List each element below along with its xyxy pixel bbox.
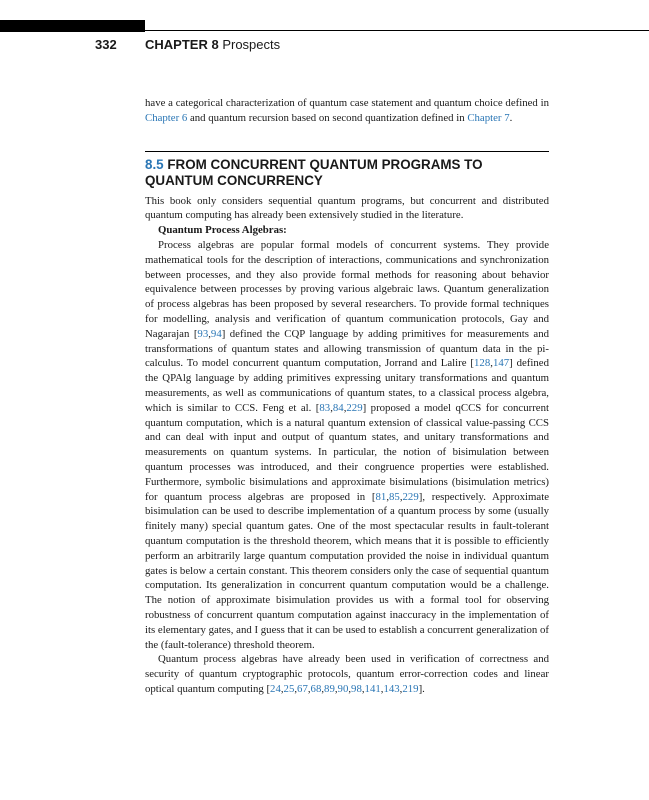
intro-text-1: have a categorical characterization of quantum case statement and quantum choice defined in <box>145 97 549 109</box>
page-body <box>145 96 549 697</box>
section-heading <box>145 157 549 190</box>
paragraph-2: Process algebras are popular formal models of concurrent systems. They provide mathematical tools for the description of interactions, communications and synchronization between processes, and they also provide formal methods for reasoning about behavior equivalence between processes by proving various algebraic laws. Quantum generalization of process algebras has been proposed by several researchers. To provide formal techniques for modelling, analysis and verification of quantum communication protocols, Gay and Nagarajan [93,94] defined the CQP language by adding primitives for measurements and transformations of quantum states and allowing transmission of quantum data in the pi-calculus. To model concurrent quantum computation, Jorrand and Lalire [128,147] defined the QPAlg language by adding primitives expressing unitary transformations and quantum measurements, as well as communications of quantum states, to a classical process algebra, which is similar to CCS. Feng et al. [83,84,229] proposed a model qCCS for concurrent quantum computation, which is a natural quantum extension of classical value-passing CCS and can deal with input and output of quantum states, and unitary transformations and measurements on quantum systems. In particular, the notion of bisimulation between quantum processes was introduced, and their congruence properties were established. Furthermore, symbolic bisimulations and approximate bisimulations (bisimulation metrics) for quantum process algebras are proposed in [81,85,229], respectively. Approximate bisimulation can be used to describe implementation of a quantum process by some (usually finitely many) special quantum gates. One of the most spectacular results in fault-tolerant quantum computation is the threshold theorem, which means that it is possible to efficiently perform an arbitrarily large quantum computation provided the noise in individual quantum gates is below a certain constant. This theorem considers only the case of sequential quantum computation. Its generalization in concurrent quantum computation would be a challenge. The notion of approximate bisimulation provides us with a formal tool for observing robustness of concurrent quantum computation against inaccuracy in the implementation of its elementary gates, and I guess that it can be used to establish a concurrent generalization of the (fault-tolerance) threshold theorem. <box>145 238 549 651</box>
running-header <box>0 36 649 54</box>
chapter-6-link[interactable]: Chapter 6 <box>145 111 188 124</box>
citation-link[interactable]: 81 <box>375 490 387 503</box>
section-rule <box>145 151 549 152</box>
page-number: 332 <box>95 37 117 52</box>
citation-link[interactable]: 98 <box>351 682 362 695</box>
section-number: 8.5 <box>145 156 164 172</box>
citation-link[interactable]: 94 <box>210 327 222 340</box>
p2-text-5: ], respectively. Approximate bisimulation can be used to describe implementation of a quantum process by some (usually finitely many) special quantum gates. One of the most spectacular results in fault-tolerant quantum computation is the threshold theorem, which means that it is possible to efficiently perform an arbitrarily large quantum computation provided the noise in individual quantum gates is below a certain constant. This theorem considers only the case of sequential quantum computation. Its generalization in concurrent quantum computation would be a challenge. The notion of approximate bisimulation provides us with a formal tool for observing robustness of concurrent quantum computation against inaccuracy in the implementation of its elementary gates, and I guess that it can be used to establish a concurrent generalization of the (fault-tolerance) threshold theorem. <box>145 490 549 651</box>
p3-text-1: Quantum process algebras have already been used in verification of correctness and security of quantum cryptographic protocols, quantum error-correction codes and linear optical quantum computing [ <box>145 653 549 695</box>
intro-text-2: and quantum recursion based on second quantization defined in <box>187 111 468 124</box>
chapter-number: CHAPTER 8 <box>145 37 219 52</box>
citation-link[interactable]: 128 <box>474 357 491 370</box>
chapter-title: Prospects <box>222 37 281 52</box>
citation-link[interactable]: 84 <box>332 401 344 414</box>
citation-link[interactable]: 93 <box>197 327 209 340</box>
p2-text-3: ] defined the QPAlg language by adding primitives expressing unitary transformations and quantum measurements, as well as communications of quantum states, to a classical process algebra, which is similar to CCS. Feng et al. [ <box>145 357 549 414</box>
citation-link[interactable]: 89 <box>324 682 335 695</box>
citation-link[interactable]: 229 <box>402 490 419 503</box>
intro-text-3: . <box>509 111 513 124</box>
subheading-quantum-process-algebras: Quantum Process Algebras: <box>158 224 287 237</box>
intro-paragraph <box>145 96 549 126</box>
citation-link[interactable]: 24 <box>270 682 281 695</box>
citation-link[interactable]: 147 <box>492 357 510 370</box>
citation-link[interactable]: 25 <box>283 682 295 695</box>
header-rule <box>145 30 649 31</box>
citation-link[interactable]: 143 <box>383 682 400 695</box>
chapter-label <box>145 36 280 54</box>
citation-link[interactable]: 229 <box>346 401 363 414</box>
p2-text-1: Process algebras are popular formal models of concurrent systems. They provide mathematical tools for the description of interactions, communications and synchronization between processes, and they also provide formal methods for reasoning about behavior equivalence between processes by proving various algebraic laws. Quantum generalization of process algebras has been proposed by several researchers. To provide formal techniques for modelling, analysis and verification of quantum communication protocols, Gay and Nagarajan [ <box>145 238 549 340</box>
paragraph-3: Quantum process algebras have already been used in verification of correctness and security of quantum cryptographic protocols, quantum error-correction codes and linear optical quantum computing [24,25,67,68,89,90,98,141,143,219]. <box>145 653 549 695</box>
chapter-7-link[interactable]: Chapter 7 <box>467 111 510 124</box>
citation-link[interactable]: 68 <box>310 682 322 695</box>
citation-link[interactable]: 67 <box>297 682 308 695</box>
header-black-bar <box>0 20 145 32</box>
p2-text-4: ] proposed a model qCCS for concurrent quantum computation, which is a natural quantum extension of classical value-passing CCS and can deal with input and output of quantum states, and unitary transformations and measurements on quantum systems. In particular, the notion of bisimulation between quantum processes was introduced, and their congruence properties were established. Furthermore, symbolic bisimulations and approximate bisimulations (bisimulation metrics) for quantum process algebras are proposed in [ <box>145 401 549 503</box>
section-title: FROM CONCURRENT QUANTUM PROGRAMS TO QUANTUM CONCURRENCY <box>145 156 483 189</box>
citation-link[interactable]: 85 <box>389 490 400 503</box>
p2-text-2: ] defined the CQP language by adding primitives for measurements and transformations of quantum states and allowing transmission of quantum data in the pi-calculus. To model concurrent quantum computation, Jorrand and Lalire [ <box>145 327 549 370</box>
citation-link[interactable]: 83 <box>319 401 331 414</box>
paragraph-1: This book only considers sequential quantum programs, but concurrent and distributed quantum computing has already been extensively studied in the literature. <box>145 194 549 222</box>
citation-link[interactable]: 90 <box>337 682 349 695</box>
p3-text-2: ]. <box>418 682 425 695</box>
citation-link[interactable]: 219 <box>402 682 419 695</box>
citation-link[interactable]: 141 <box>364 682 381 695</box>
